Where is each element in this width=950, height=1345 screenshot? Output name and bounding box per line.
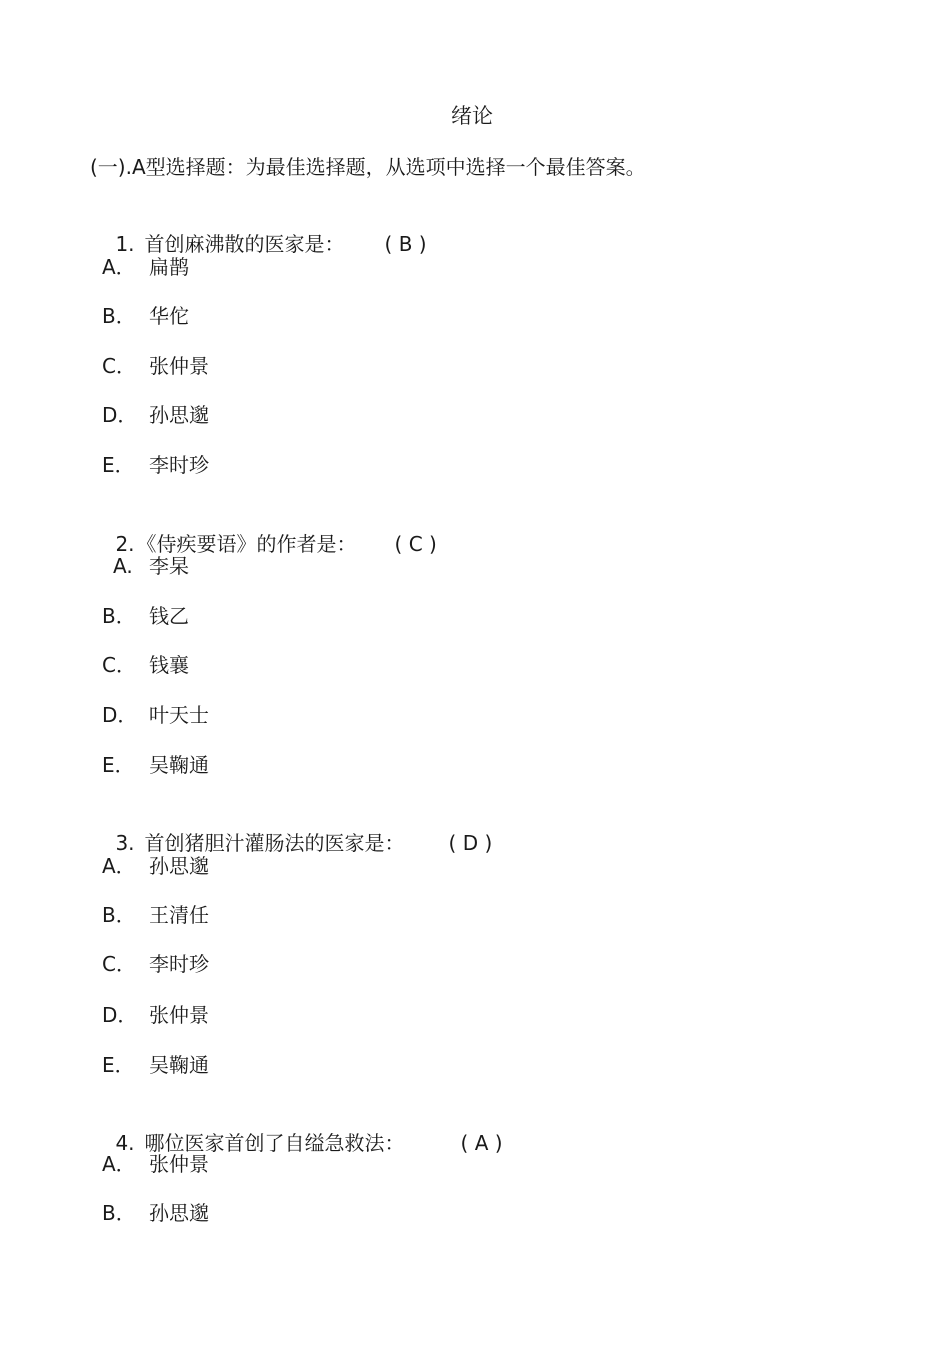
option-letter: A． — [102, 854, 136, 878]
option-text: 孙思邈 — [149, 403, 209, 427]
option — [102, 950, 209, 978]
option-letter: E． — [102, 453, 135, 477]
question-number: 2. — [115, 532, 135, 556]
option-letter: E． — [102, 1053, 135, 1077]
option — [102, 253, 189, 281]
option-text: 张仲景 — [149, 1152, 209, 1176]
option-text: 吴鞠通 — [149, 1053, 209, 1077]
option-text: 孙思邈 — [149, 854, 209, 878]
option-letter: D． — [102, 403, 138, 427]
question-number: 1. — [115, 232, 135, 256]
question-number: 3. — [115, 831, 135, 855]
question-text: 首创麻沸散的医家是： — [144, 232, 345, 256]
answer-key: ( A ) — [460, 1131, 503, 1155]
option — [102, 1001, 209, 1029]
option-letter: B． — [102, 304, 136, 328]
option — [102, 1051, 209, 1079]
option-letter: A. — [113, 554, 133, 578]
option — [102, 651, 189, 679]
option — [102, 901, 209, 929]
option — [102, 451, 209, 479]
option — [102, 401, 209, 429]
option-letter: B． — [102, 1201, 136, 1225]
option-letter: D． — [102, 703, 138, 727]
option-letter: B． — [102, 903, 136, 927]
option-letter: C． — [102, 354, 136, 378]
option — [102, 302, 189, 330]
question-text: 首创猪胆汁灌肠法的医家是： — [144, 831, 405, 855]
option-letter: A． — [102, 255, 136, 279]
option-text: 李时珍 — [149, 453, 209, 477]
option — [102, 1199, 209, 1227]
option-text: 叶天士 — [149, 703, 209, 727]
answer-key: ( B ) — [384, 232, 427, 256]
option-letter: A． — [102, 1152, 136, 1176]
option-letter: B． — [102, 604, 136, 628]
option — [102, 1150, 209, 1178]
option-letter: C． — [102, 653, 136, 677]
option-letter: E． — [102, 753, 135, 777]
option-text: 王清任 — [149, 903, 209, 927]
option-text: 吴鞠通 — [149, 753, 209, 777]
option-text: 扁鹊 — [149, 255, 189, 279]
option — [102, 602, 189, 630]
answer-key: ( D ) — [448, 831, 493, 855]
option-text: 李杲 — [149, 554, 189, 578]
option-text: 张仲景 — [149, 1003, 209, 1027]
option-text: 钱襄 — [149, 653, 189, 677]
question-number: 4. — [115, 1131, 135, 1155]
option-letter: C． — [102, 952, 136, 976]
option-text: 张仲景 — [149, 354, 209, 378]
option-text: 华佗 — [149, 304, 189, 328]
answer-key: ( C ) — [394, 532, 437, 556]
section-heading: (一).A型选择题：为最佳选择题，从选项中选择一个最佳答案。 — [90, 155, 646, 179]
option — [102, 352, 209, 380]
option — [113, 552, 189, 580]
option-text: 钱乙 — [149, 604, 189, 628]
option-text: 孙思邈 — [149, 1201, 209, 1225]
option — [102, 852, 209, 880]
option — [102, 751, 209, 779]
question-text: 哪位医家首创了自缢急救法： — [144, 1131, 405, 1155]
option-letter: D． — [102, 1003, 138, 1027]
option — [102, 701, 209, 729]
page-title: 绪论 — [451, 104, 493, 128]
option-text: 李时珍 — [149, 952, 209, 976]
question-text: 《侍疾要语》的作者是： — [136, 532, 357, 556]
